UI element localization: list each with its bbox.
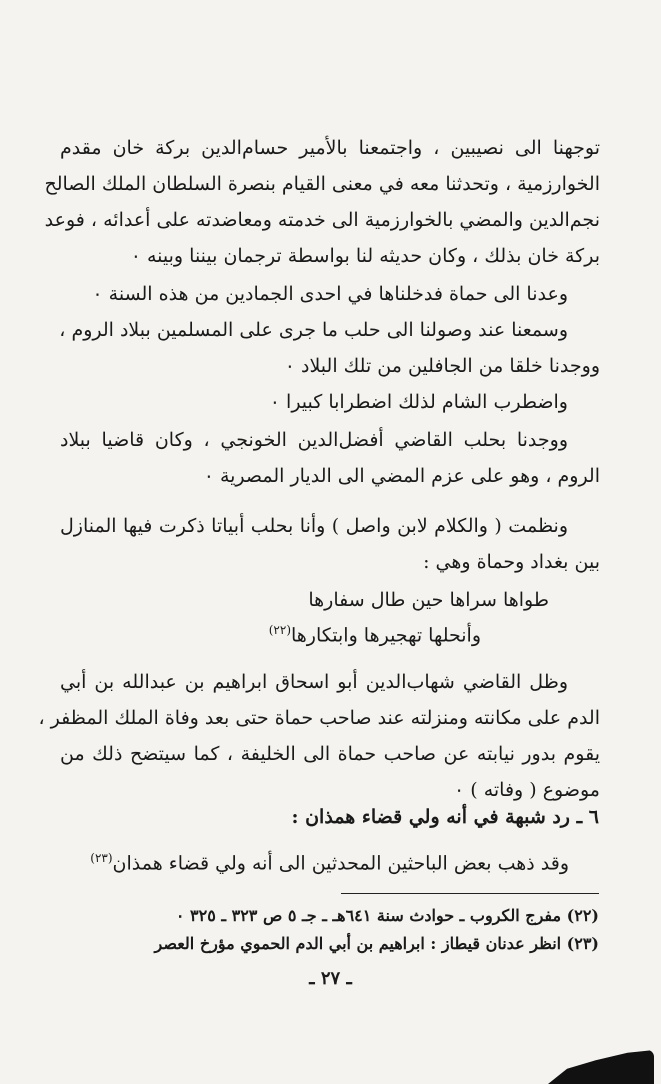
footnote-ref: (٢٢): [268, 623, 291, 637]
text-line: الدم على مكانته ومنزلته عند صاحب حماة حتى بعد وفاة الملك المظفر ،: [38, 707, 600, 729]
text-line: نجم‌الدين والمضي بالخوارزمية الى خدمته ومعاضدته على أعدائه ، فوعد: [44, 209, 600, 231]
text-line: بين بغداد وحماة وهي :: [423, 551, 600, 573]
text-line: وعدنا الى حماة فدخلناها في احدى الجمادين من هذه السنة ٠: [92, 283, 568, 305]
text-line: وسمعنا عند وصولنا الى حلب ما جرى على المسلمين ببلاد الروم ،: [59, 319, 568, 341]
footnote-22: (٢٢) مفرج الكروب ـ حوادث سنة ٦٤١هـ ـ جـ ٥ ص ٣٢٣ ـ ٣٢٥ ٠: [175, 906, 599, 925]
text-line: ووجدنا بحلب القاضي أفضل‌الدين الخونجي ، وكان قاضيا ببلاد: [60, 429, 568, 451]
closing-line: [90, 840, 569, 881]
paragraph-3: [60, 422, 600, 494]
text-line: يقوم بدور نيابته عن صاحب حماة الى الخليفة ، كما سيتضح ذلك من: [60, 743, 600, 765]
footnote-23: (٢٣) انظر عدنان قيطاز : ابراهيم بن أبي الدم الحموي مؤرخ العصر: [154, 934, 599, 953]
footnote-ref: (٢٣): [90, 851, 113, 865]
paragraph-1: [44, 130, 600, 274]
poem-verse-2: [269, 612, 481, 653]
text-line: الخوارزمية ، وتحدثنا معه في معنى القيام بنصرة السلطان الملك الصالح: [44, 173, 600, 195]
footnote-divider: [341, 893, 599, 894]
closing-line-text: وقد ذهب بعض الباحثين المحدثين الى أنه ولي قضاء همذان: [112, 852, 569, 875]
page-number: ـ ٢٧ ـ: [309, 968, 352, 989]
text-line: توجهنا الى نصيبين ، واجتمعنا بالأمير حسام‌الدين بركة خان مقدم: [60, 137, 600, 159]
scan-shadow: [548, 1050, 654, 1084]
section-heading: ٦ ـ رد شبهة في أنه ولي قضاء همذان :: [291, 806, 599, 828]
text-line: الروم ، وهو على عزم المضي الى الديار المصرية ٠: [203, 465, 600, 487]
paragraph-2: [60, 276, 600, 420]
text-line: ووجدنا خلقا من الجافلين من تلك البلاد ٠: [284, 355, 600, 377]
text-line: ونظمت ( والكلام لابن واصل ) وأنا بحلب أبياتا ذكرت فيها المنازل: [60, 515, 568, 537]
text-line: وظل القاضي شهاب‌الدين أبو اسحاق ابراهيم بن عبدالله بن أبي: [60, 671, 568, 693]
paragraph-4: [60, 508, 600, 580]
text-line: بركة خان بذلك ، وكان حديثه لنا بواسطة ترجمان بيننا وبينه ٠: [130, 245, 600, 267]
text-line: واضطرب الشام لذلك اضطرابا كبيرا ٠: [269, 391, 568, 413]
paragraph-5: [38, 664, 600, 808]
verse-text: وأنحلها تهجيرها وابتكارها: [291, 624, 481, 647]
text-line: موضوع ( وفاته ) ٠: [453, 779, 600, 801]
verse-text: طواها سراها حين طال سفارها: [308, 589, 549, 611]
